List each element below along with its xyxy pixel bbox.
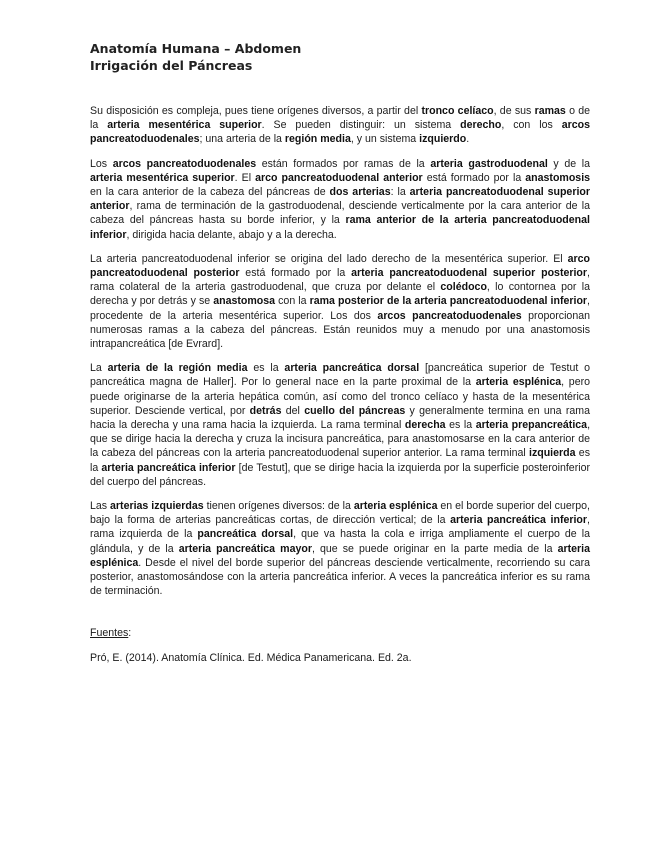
text-run: es la bbox=[445, 419, 476, 432]
text-run: es la bbox=[247, 362, 285, 375]
bold-term: colédoco bbox=[440, 281, 487, 294]
bold-term: arteria pancreatoduodenal superior posterior bbox=[351, 267, 588, 280]
text-run: , con los bbox=[501, 119, 562, 132]
bold-term: arteria esplénica bbox=[353, 500, 438, 513]
text-run: en el borde superior del cuerpo, bajo la forma de arterias pancreáticas cortas, de dirección vertical; de la bbox=[90, 500, 591, 527]
bold-term: arteria pancreatoduodenal superior anterior bbox=[90, 186, 590, 213]
text-run: , que va hasta la cola e irriga ampliamente el cuerpo de la glándula, y de la bbox=[90, 528, 590, 555]
text-run: , que se dirige hacia la derecha y cruza la incisura pancreática, para anastomosarse en la cara anterior de la cabeza del páncreas con la arteria pancreatoduodenal superior anterior. La rama terminal bbox=[90, 419, 591, 460]
bold-term: rama posterior de la arteria pancreatoduodenal inferior bbox=[309, 295, 588, 308]
bold-term: arteria prepancreática bbox=[475, 419, 588, 432]
bold-term: detrás bbox=[249, 404, 282, 417]
bold-term: arteria mesentérica superior bbox=[90, 171, 235, 184]
document-title: Anatomía Humana – Abdomen bbox=[90, 41, 302, 56]
text-run: , rama de terminación de la gastroduodenal, desciende verticalmente por la cara anterior de la cabeza del páncreas hasta su borde inferior, y la bbox=[90, 200, 590, 227]
bold-term: arteria mesentérica superior bbox=[107, 119, 262, 132]
text-run: tienen orígenes diversos: de la bbox=[203, 500, 354, 513]
text-run: , que se puede originar en la parte media de la bbox=[311, 542, 558, 555]
bold-term: derecha bbox=[404, 419, 446, 432]
paragraph-2 bbox=[90, 157, 590, 242]
text-run: La bbox=[90, 362, 108, 375]
paragraph-4 bbox=[90, 361, 590, 489]
text-run: , rama izquierda de la bbox=[90, 514, 590, 541]
document-subtitle: Irrigación del Páncreas bbox=[90, 58, 253, 73]
bold-term: arcos pancreatoduodenales bbox=[90, 119, 590, 146]
text-run: o de la bbox=[90, 105, 591, 132]
bold-term: arteria pancreática inferior bbox=[101, 461, 236, 474]
text-run: Su disposición es compleja, pues tiene orígenes diversos, a partir del bbox=[90, 105, 422, 117]
bold-term: arcos pancreatoduodenales bbox=[112, 157, 257, 170]
sources-citation: Pró, E. (2014). Anatomía Clínica. Ed. Médica Panamericana. Ed. 2a. bbox=[90, 651, 412, 664]
text-run: ; una arteria de la bbox=[199, 133, 285, 146]
text-run: , dirigida hacia delante, abajo y a la derecha. bbox=[126, 228, 337, 241]
text-run: en la cara anterior de la cabeza del páncreas de bbox=[90, 186, 330, 199]
sources-label: Fuentes bbox=[90, 626, 129, 639]
bold-term: tronco celíaco bbox=[421, 105, 494, 117]
bold-term: anastomosis bbox=[525, 171, 591, 184]
bold-term: arteria esplénica bbox=[90, 542, 590, 569]
sources-section bbox=[90, 626, 590, 665]
bold-term: pancreática dorsal bbox=[197, 528, 294, 541]
bold-term: cuello del páncreas bbox=[304, 404, 406, 417]
bold-term: derecho bbox=[460, 119, 502, 132]
text-run: , de sus bbox=[493, 105, 535, 117]
bold-term: arteria de la región media bbox=[107, 362, 248, 375]
text-run: es la bbox=[90, 447, 590, 474]
bold-term: arteria pancreática dorsal bbox=[284, 362, 420, 375]
bold-term: anastomosa bbox=[213, 295, 276, 308]
text-run: Los bbox=[90, 157, 113, 170]
text-run: con la bbox=[275, 295, 310, 308]
text-run: . El bbox=[234, 171, 256, 184]
bold-term: arteria gastroduodenal bbox=[430, 157, 548, 170]
bold-term: rama anterior de la arteria pancreatoduodenal inferior bbox=[90, 214, 590, 241]
paragraph-3 bbox=[90, 252, 590, 351]
text-run: , y un sistema bbox=[350, 133, 420, 146]
bold-term: izquierdo bbox=[419, 133, 467, 146]
bold-term: ramas bbox=[534, 105, 566, 117]
text-run: , rama colateral de la arteria gastroduodenal, que cruza por delante el bbox=[90, 267, 590, 294]
text-run: . Se pueden distinguir: un sistema bbox=[261, 119, 461, 132]
text-run: . Desde el nivel del borde superior del páncreas desciende verticalmente, recorriendo su cara posterior, anastomosándose con la arteria pancreática inferior. A veces la pancreática inferior es su rama de terminación. bbox=[90, 556, 590, 598]
bold-term: arco pancreatoduodenal anterior bbox=[255, 171, 423, 184]
text-run: del bbox=[281, 404, 305, 417]
bold-term: arteria esplénica bbox=[475, 376, 562, 389]
text-run: Las bbox=[90, 500, 111, 513]
text-run: , lo contornea por la derecha y por detrás y se bbox=[90, 281, 590, 308]
text-run: y generalmente termina en una rama hacia la derecha y una rama hacia la izquierda. La rama terminal bbox=[90, 404, 590, 432]
text-run: : la bbox=[390, 186, 410, 199]
document-header bbox=[90, 40, 590, 74]
sources-colon: : bbox=[128, 626, 132, 639]
bold-term: arterias izquierdas bbox=[110, 500, 204, 513]
text-run: La arteria pancreatoduodenal inferior se origina del lado derecho de la mesentérica superior. El bbox=[90, 252, 568, 265]
bold-term: arcos pancreatoduodenales bbox=[377, 309, 522, 322]
text-run: y de la bbox=[547, 157, 591, 170]
bold-term: región media bbox=[284, 133, 351, 146]
paragraph-5 bbox=[90, 499, 590, 598]
document-body bbox=[90, 104, 590, 599]
text-run: [pancreática superior de Testut o pancreática magna de Haller]. Por lo general nace en la parte proximal de la bbox=[90, 362, 590, 389]
bold-term: arteria pancreática inferior bbox=[450, 514, 588, 527]
bold-term: arco pancreatoduodenal posterior bbox=[90, 252, 590, 280]
bold-term: arteria pancreática mayor bbox=[178, 542, 312, 555]
text-run: proporcionan numerosas ramas a la cabeza del páncreas. Están reunidos muy a menudo por una anastomosis intrapancreática [de Evrard]. bbox=[90, 309, 590, 351]
text-run: [de Testut], que se dirige hacia la izquierda por la superficie posteroinferior del cuerpo del páncreas. bbox=[90, 461, 590, 488]
bold-term: izquierda bbox=[529, 447, 576, 460]
text-run: están formados por ramas de la bbox=[256, 157, 431, 170]
text-run: , procedente de la arteria mesentérica superior. Los dos bbox=[90, 295, 590, 322]
text-run: . bbox=[466, 133, 470, 146]
bold-term: dos arterias bbox=[329, 186, 391, 199]
text-run: , pero puede originarse de la arteria hepática común, así como del tronco celíaco y hasta de la mesentérica superior. Desciende vertical, por bbox=[90, 376, 591, 417]
text-run: está formado por la bbox=[239, 267, 352, 280]
paragraph-1 bbox=[90, 104, 590, 147]
text-run: está formado por la bbox=[422, 171, 526, 184]
